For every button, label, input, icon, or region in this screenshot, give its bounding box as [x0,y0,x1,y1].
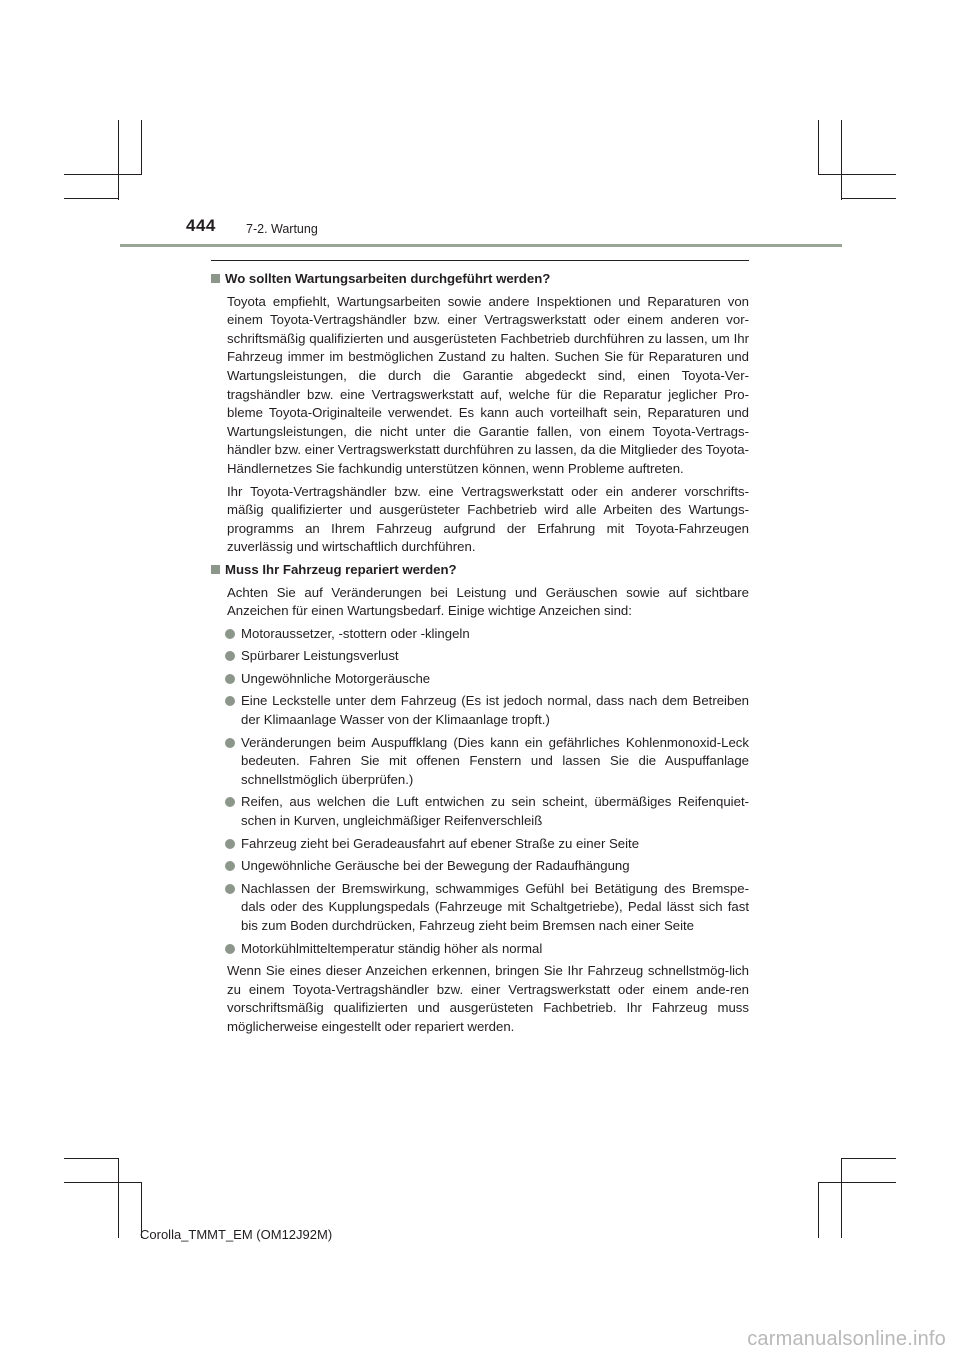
list-item-text: Nachlassen der Bremswirkung, schwammiges Gefühl bei Betätigung des Bremspe-dals oder des Kupplungspedals (Fahrzeuge mit Schaltgetriebe), Pedal lässt sich fast bis zum Boden durchdrücken, Fahrzeug zieht beim Bremsen nach einer Seite [241,880,749,933]
list-item [223,625,749,644]
crop-mark [841,198,896,199]
section-heading-text: Muss Ihr Fahrzeug repariert werden? [225,561,457,577]
crop-mark [818,1182,896,1183]
bullet-dot-icon [225,944,235,954]
bullet-dot-icon [225,651,235,661]
list-item-text: Reifen, aus welchen die Luft entwichen zu sein scheint, übermäßiges Reifenquiet-schen in Kurven, ungleichmäßiger Reifenverschleiß [241,794,749,829]
bullet-dot-icon [225,861,235,871]
bullet-dot-icon [225,738,235,748]
list-item-text: Spürbarer Leistungsverlust [241,648,399,664]
list-item-text: Eine Leckstelle unter dem Fahrzeug (Es ist jedoch normal, dass nach dem Betreiben der Klimaanlage Wasser von der Klimaanlage tropft.) [241,693,749,728]
list-item [223,647,749,666]
bullet-dot-icon [225,884,235,894]
list-item [223,880,749,936]
crop-mark [818,120,819,175]
crop-mark [64,1158,119,1159]
document-code: Corolla_TMMT_EM (OM12J92M) [140,1227,333,1242]
list-item [223,857,749,876]
bullet-dot-icon [225,674,235,684]
list-item [223,793,749,830]
crop-mark [841,1158,842,1238]
crop-mark [841,1158,896,1159]
square-bullet-icon [211,565,220,574]
bullet-dot-icon [225,839,235,849]
crop-mark [141,120,142,175]
section-heading [211,270,749,289]
manual-content [211,270,749,1041]
list-item [223,670,749,689]
list-item-text: Ungewöhnliche Motorgeräusche [241,670,431,686]
paragraph: Toyota empfiehlt, Wartungsarbeiten sowie andere Inspektionen und Reparaturen von einem Toyota-Vertragshändler bzw. einer Vertragswerkstatt oder einem anderen vor-schriftsmäßig qualifizierten und ausgerüsteten Fachbetrieb durchführen zu lassen, um Ihr Fahrzeug immer im bestmöglichen Zustand zu halten. Suchen Sie für Reparaturen und Wartungsleistungen, die durch die Garantie abgedeckt sind, einen Toyota-Ver-tragshändler bzw. eine Vertragswerkstatt auf, welche für die Reparatur jeglicher Pro-bleme Toyota-Originalteile verwendet. Es kann auch vorteilhaft sein, Reparaturen und Wartungsleistungen, die nicht unter die Garantie fallen, von einem Toyota-Vertrags-händler bzw. einer Vertragswerkstatt durchführen zu lassen, da die Mitglieder des Toyota-Händlernetzes Sie fachkundig unterstützen können, wenn Probleme auftreten. [227,293,749,476]
crop-mark [818,1183,819,1238]
content-top-rule [211,260,749,261]
paragraph: Ihr Toyota-Vertragshändler bzw. eine Vertragswerkstatt oder ein anderer vorschrifts-mäßig qualifizierter und ausgerüsteter Fachbetrieb wird alle Arbeiten des Wartungs-programms an Ihrem Fahrzeug aufgrund der Erfahrung mit Toyota-Fahrzeugen zuverlässig und wirtschaftlich durchführen. [227,483,749,555]
watermark: carmanualsonline.info [747,1328,946,1350]
page-number: 444 [186,216,216,235]
crop-mark [841,120,842,200]
crop-mark [818,174,896,175]
list-item-text: Ungewöhnliche Geräusche bei der Bewegung der Radaufhängung [241,858,630,874]
crop-mark [64,1182,142,1183]
paragraph: Wenn Sie eines dieser Anzeichen erkennen, bringen Sie Ihr Fahrzeug schnellstmög-lich zu einem Toyota-Vertragshändler bzw. einer Vertragswerkstatt oder einem ande-ren vorschriftsmäßig qualifizierten und ausgerüsteten Fachbetrieb. Ihr Fahrzeug muss möglicherweise eingestellt oder repariert werden. [227,963,749,1034]
list-item-text: Fahrzeug zieht bei Geradeausfahrt auf ebener Straße zu einer Seite [241,835,640,851]
warning-signs-list [223,625,749,959]
list-item-text: Motoraussetzer, -stottern oder -klingeln [241,625,470,641]
list-item [223,835,749,854]
section-heading [211,561,749,580]
crop-mark [118,1158,119,1238]
crop-mark [118,120,119,200]
list-item [223,692,749,729]
square-bullet-icon [211,274,220,283]
bullet-dot-icon [225,696,235,706]
list-item [223,940,749,959]
section-header: 7-2. Wartung [246,222,318,236]
bullet-dot-icon [225,797,235,807]
list-item-text: Motorkühlmitteltemperatur ständig höher als normal [241,940,543,956]
section-heading-text: Wo sollten Wartungsarbeiten durchgeführt werden? [225,271,551,286]
list-item [223,734,749,790]
paragraph: Achten Sie auf Veränderungen bei Leistung und Geräuschen sowie auf sichtbare Anzeichen für einen Wartungsbedarf. Einige wichtige Anzeichen sind: [227,584,749,619]
list-item-text: Veränderungen beim Auspuffklang (Dies kann ein gefährliches Kohlenmonoxid-Leck bedeuten. Fahren Sie mit offenen Fenstern und lassen Sie die Auspuffanlage schnellstmöglich überprüfen.) [241,734,749,787]
bullet-dot-icon [225,629,235,639]
crop-mark [64,198,119,199]
crop-mark [64,174,142,175]
header-rule [120,244,842,247]
